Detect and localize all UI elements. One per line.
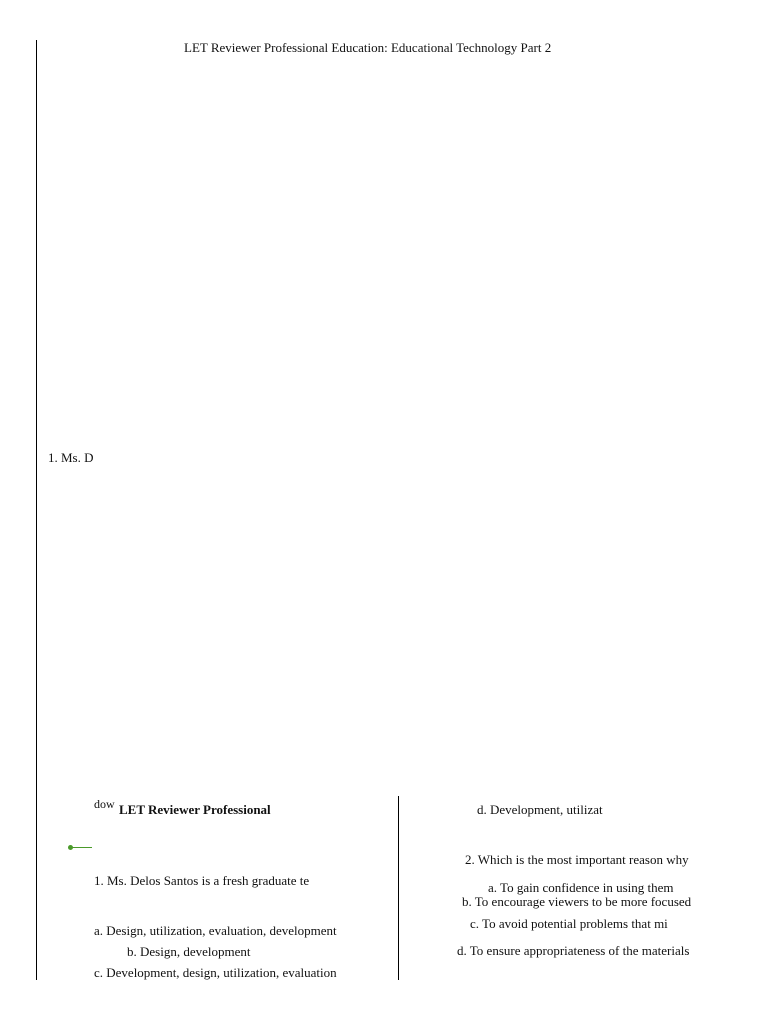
question-1-option-d: d. Development, utilizat xyxy=(477,802,603,817)
page-title: LET Reviewer Professional Education: Educational Technology Part 2 xyxy=(184,40,552,55)
question-2-option-b: b. To encourage viewers to be more focused xyxy=(462,894,692,909)
question-2-option-a: a. To gain confidence in using them xyxy=(488,880,674,895)
question-1-text: 1. Ms. Delos Santos is a fresh graduate te xyxy=(94,873,310,888)
stray-text-fragment: 1. Ms. D xyxy=(48,450,94,465)
column-divider xyxy=(398,796,399,980)
left-margin-rule xyxy=(36,40,37,980)
question-2-option-d: d. To ensure appropriateness of the materials xyxy=(457,943,690,958)
question-2-option-c: c. To avoid potential problems that mi xyxy=(470,916,668,931)
bullet-marker-icon xyxy=(68,845,92,849)
question-1-option-b: b. Design, development xyxy=(127,944,251,959)
section-heading: LET Reviewer Professional xyxy=(119,802,271,817)
question-2-text: 2. Which is the most important reason why xyxy=(465,852,689,867)
question-1-option-c: c. Development, design, utilization, evaluation xyxy=(94,965,337,980)
dow-fragment: dow xyxy=(94,797,115,811)
bullet-line xyxy=(72,847,92,848)
question-1-option-a: a. Design, utilization, evaluation, development xyxy=(94,923,337,938)
